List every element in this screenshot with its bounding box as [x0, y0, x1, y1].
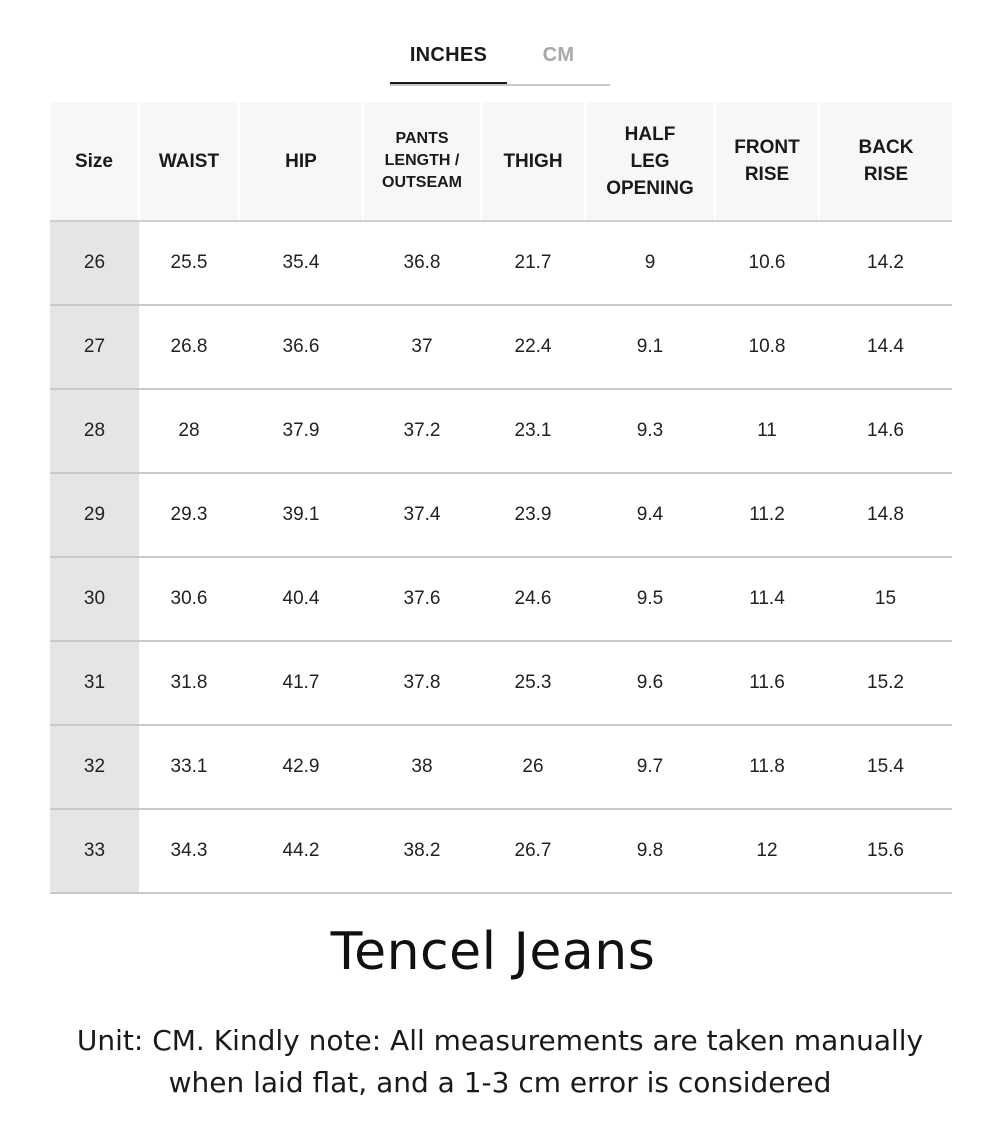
measurement-note: Unit: CM. Kindly note: All measurements are taken manually when laid flat, and a 1-3 cm error is considered — [76, 1024, 924, 1099]
cell-back-rise: 14.6 — [819, 389, 952, 473]
header-label: WAIST — [158, 150, 220, 172]
cell-pants-length: 38.2 — [363, 809, 481, 893]
cell-waist: 30.6 — [139, 557, 239, 641]
cell-thigh: 23.1 — [481, 389, 585, 473]
cell-hip: 42.9 — [239, 725, 363, 809]
cell-pants-length: 37.6 — [363, 557, 481, 641]
header-label: PANTS — [395, 130, 449, 147]
cell-hip: 44.2 — [239, 809, 363, 893]
header-pants-length — [363, 102, 481, 221]
tab-inches[interactable]: INCHES — [390, 40, 507, 84]
cell-hip: 39.1 — [239, 473, 363, 557]
cell-waist: 25.5 — [139, 221, 239, 305]
cell-front-rise: 12 — [715, 809, 819, 893]
cell-size: 27 — [50, 305, 139, 389]
cell-back-rise: 15.2 — [819, 641, 952, 725]
cell-waist: 31.8 — [139, 641, 239, 725]
header-front-rise — [715, 102, 819, 221]
cell-front-rise: 11.4 — [715, 557, 819, 641]
header-label: OUTSEAM — [382, 174, 462, 191]
cell-hip: 37.9 — [239, 389, 363, 473]
cell-waist: 26.8 — [139, 305, 239, 389]
cell-front-rise: 10.6 — [715, 221, 819, 305]
cell-size: 28 — [50, 389, 139, 473]
table-row — [50, 809, 952, 893]
cell-front-rise: 11.6 — [715, 641, 819, 725]
cell-front-rise: 11.8 — [715, 725, 819, 809]
header-half-leg-opening — [585, 102, 715, 221]
header-label: Size — [74, 150, 114, 172]
header-label: OPENING — [606, 177, 694, 199]
cell-thigh: 22.4 — [481, 305, 585, 389]
cell-pants-length: 37.8 — [363, 641, 481, 725]
cell-thigh: 26 — [481, 725, 585, 809]
cell-size: 32 — [50, 725, 139, 809]
cell-thigh: 25.3 — [481, 641, 585, 725]
cell-hip: 40.4 — [239, 557, 363, 641]
cell-size: 30 — [50, 557, 139, 641]
cell-back-rise: 14.8 — [819, 473, 952, 557]
cell-front-rise: 11 — [715, 389, 819, 473]
header-thigh — [481, 102, 585, 221]
cell-thigh: 23.9 — [481, 473, 585, 557]
cell-thigh: 26.7 — [481, 809, 585, 893]
cell-pants-length: 37.4 — [363, 473, 481, 557]
cell-thigh: 21.7 — [481, 221, 585, 305]
header-label: HIP — [285, 150, 317, 172]
cell-half-leg-opening: 9.8 — [585, 809, 715, 893]
table-row — [50, 725, 952, 809]
cell-size: 33 — [50, 809, 139, 893]
cell-half-leg-opening: 9.6 — [585, 641, 715, 725]
cell-size: 29 — [50, 473, 139, 557]
header-label: RISE — [744, 164, 790, 185]
table-body — [50, 221, 952, 893]
cell-half-leg-opening: 9.7 — [585, 725, 715, 809]
cell-thigh: 24.6 — [481, 557, 585, 641]
cell-front-rise: 10.8 — [715, 305, 819, 389]
cell-half-leg-opening: 9.3 — [585, 389, 715, 473]
header-label: THIGH — [503, 150, 563, 172]
table-row — [50, 389, 952, 473]
table-row — [50, 641, 952, 725]
cell-pants-length: 38 — [363, 725, 481, 809]
cell-waist: 29.3 — [139, 473, 239, 557]
table-row — [50, 221, 952, 305]
cell-half-leg-opening: 9.4 — [585, 473, 715, 557]
header-back-rise — [819, 102, 952, 221]
cell-back-rise: 14.2 — [819, 221, 952, 305]
header-size — [50, 102, 139, 221]
cell-hip: 41.7 — [239, 641, 363, 725]
cell-pants-length: 36.8 — [363, 221, 481, 305]
table-row — [50, 473, 952, 557]
size-chart-table — [50, 102, 952, 894]
cell-pants-length: 37.2 — [363, 389, 481, 473]
header-label: FRONT — [734, 137, 800, 158]
header-label: LEG — [630, 150, 670, 172]
header-waist — [139, 102, 239, 221]
cell-half-leg-opening: 9 — [585, 221, 715, 305]
header-label: RISE — [863, 164, 909, 185]
header-hip — [239, 102, 363, 221]
cell-size: 26 — [50, 221, 139, 305]
cell-back-rise: 15.4 — [819, 725, 952, 809]
cell-half-leg-opening: 9.5 — [585, 557, 715, 641]
header-label: LENGTH / — [384, 152, 460, 169]
cell-waist: 28 — [139, 389, 239, 473]
cell-pants-length: 37 — [363, 305, 481, 389]
cell-waist: 34.3 — [139, 809, 239, 893]
product-title: Tencel Jeans — [330, 922, 656, 982]
cell-back-rise: 14.4 — [819, 305, 952, 389]
cell-waist: 33.1 — [139, 725, 239, 809]
table-row — [50, 557, 952, 641]
table-header-row — [50, 102, 952, 221]
cell-back-rise: 15.6 — [819, 809, 952, 893]
tab-cm[interactable]: CM — [542, 44, 575, 66]
cell-front-rise: 11.2 — [715, 473, 819, 557]
cell-back-rise: 15 — [819, 557, 952, 641]
table-row — [50, 305, 952, 389]
unit-tabs — [390, 40, 610, 86]
header-label: HALF — [624, 123, 676, 145]
cell-hip: 36.6 — [239, 305, 363, 389]
cell-size: 31 — [50, 641, 139, 725]
header-label: BACK — [858, 137, 914, 158]
cell-half-leg-opening: 9.1 — [585, 305, 715, 389]
cell-hip: 35.4 — [239, 221, 363, 305]
